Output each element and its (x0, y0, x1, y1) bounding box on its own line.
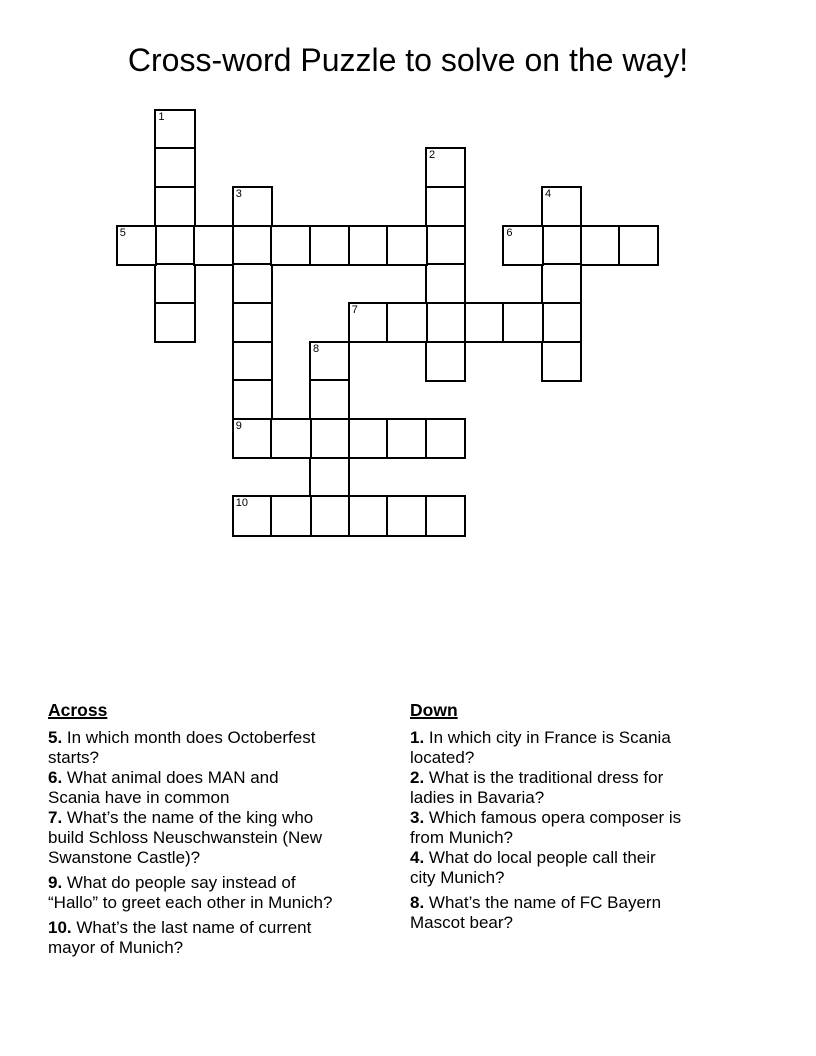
across-clues-list (48, 728, 332, 958)
clue-number: 7. (48, 808, 63, 827)
cell-number: 7 (351, 304, 358, 317)
clue-number: 10. (48, 918, 72, 937)
grid-cell[interactable] (116, 225, 157, 266)
grid-cell[interactable] (232, 186, 273, 227)
clue: 2. What is the traditional dress for ladies in Bavaria? (410, 768, 664, 807)
page-title: Cross-word Puzzle to solve on the way! (127, 42, 689, 78)
grid-cell[interactable] (386, 418, 427, 459)
clue-number: 8. (410, 893, 425, 912)
grid-cell[interactable] (270, 495, 311, 536)
cell-number: 2 (429, 149, 436, 162)
grid-cell[interactable] (541, 263, 582, 304)
grid-cell[interactable] (386, 495, 427, 536)
cell-number: 5 (119, 226, 126, 239)
grid-cell[interactable] (270, 418, 311, 459)
down-clues-section (410, 700, 681, 933)
grid-cell[interactable] (154, 302, 195, 343)
grid-cell[interactable] (309, 341, 350, 382)
clue: 1. In which city in France is Scania located? (410, 728, 671, 767)
grid-cell[interactable] (193, 225, 234, 266)
clue: 4. What do local people call their city Munich? (410, 848, 656, 887)
clue: 6. What animal does MAN and Scania have in common (48, 768, 279, 807)
cell-number: 4 (545, 188, 552, 201)
grid-cell[interactable] (425, 495, 466, 536)
grid-cell[interactable] (425, 225, 466, 266)
clue-number: 3. (410, 808, 425, 827)
grid-cell[interactable] (232, 341, 273, 382)
grid-cell[interactable] (154, 225, 195, 266)
across-clues-section (48, 700, 332, 958)
grid-cell[interactable] (309, 225, 350, 266)
clue-number: 1. (410, 728, 425, 747)
clue: 7. What’s the name of the king who build Schloss Neuschwanstein (New Swanstone Castle)? (48, 808, 323, 867)
grid-cell[interactable] (502, 302, 543, 343)
grid-cell[interactable] (232, 225, 273, 266)
grid-cell[interactable] (348, 225, 389, 266)
grid-cell[interactable] (618, 225, 659, 266)
grid-cell[interactable] (425, 302, 466, 343)
clue-number: 2. (410, 768, 425, 787)
grid-cell[interactable] (386, 302, 427, 343)
grid-cell[interactable] (425, 263, 466, 304)
cell-number: 10 (235, 497, 248, 510)
grid-cell[interactable] (270, 225, 311, 266)
cell-number: 8 (313, 342, 320, 355)
cell-number: 1 (158, 110, 165, 123)
grid-cell[interactable] (541, 225, 582, 266)
clue-number: 4. (410, 848, 425, 867)
grid-cell[interactable] (154, 263, 195, 304)
grid-cell[interactable] (425, 341, 466, 382)
grid-cell[interactable] (348, 495, 389, 536)
clue: 10. What’s the last name of current mayor of Munich? (48, 918, 312, 957)
grid-cell[interactable] (309, 495, 350, 536)
grid-cell[interactable] (309, 457, 350, 498)
grid-cell[interactable] (541, 186, 582, 227)
grid-cell[interactable] (425, 418, 466, 459)
clue: 9. What do people say instead of “Hallo” to greet each other in Munich? (48, 873, 333, 912)
clue: 5. In which month does Octoberfest starts? (48, 728, 316, 767)
grid-cell[interactable] (309, 379, 350, 420)
grid-cell[interactable] (425, 147, 466, 188)
clue-number: 5. (48, 728, 63, 747)
grid-cell[interactable] (232, 418, 273, 459)
grid-cell[interactable] (425, 186, 466, 227)
cell-number: 6 (506, 226, 513, 239)
grid-cell[interactable] (232, 263, 273, 304)
across-heading: Across (48, 700, 108, 720)
grid-cell[interactable] (232, 302, 273, 343)
down-heading: Down (410, 700, 458, 720)
down-clues-list (410, 728, 681, 933)
clue-number: 6. (48, 768, 63, 787)
grid-cell[interactable] (154, 186, 195, 227)
grid-cell[interactable] (154, 109, 195, 150)
grid-cell[interactable] (386, 225, 427, 266)
clue: 8. What’s the name of FC Bayern Mascot bear? (410, 893, 662, 932)
grid-cell[interactable] (502, 225, 543, 266)
grid-cell[interactable] (348, 418, 389, 459)
grid-cell[interactable] (580, 225, 621, 266)
grid-cell[interactable] (348, 302, 389, 343)
grid-cell[interactable] (464, 302, 505, 343)
grid-cell[interactable] (541, 302, 582, 343)
grid-cell[interactable] (541, 341, 582, 382)
grid-cell[interactable] (309, 418, 350, 459)
clue-number: 9. (48, 873, 63, 892)
grid-cell[interactable] (232, 495, 273, 536)
cell-number: 9 (235, 420, 242, 433)
grid-cell[interactable] (154, 147, 195, 188)
cell-number: 3 (235, 188, 242, 201)
grid-cell[interactable] (232, 379, 273, 420)
clue: 3. Which famous opera composer is from Munich? (410, 808, 682, 847)
